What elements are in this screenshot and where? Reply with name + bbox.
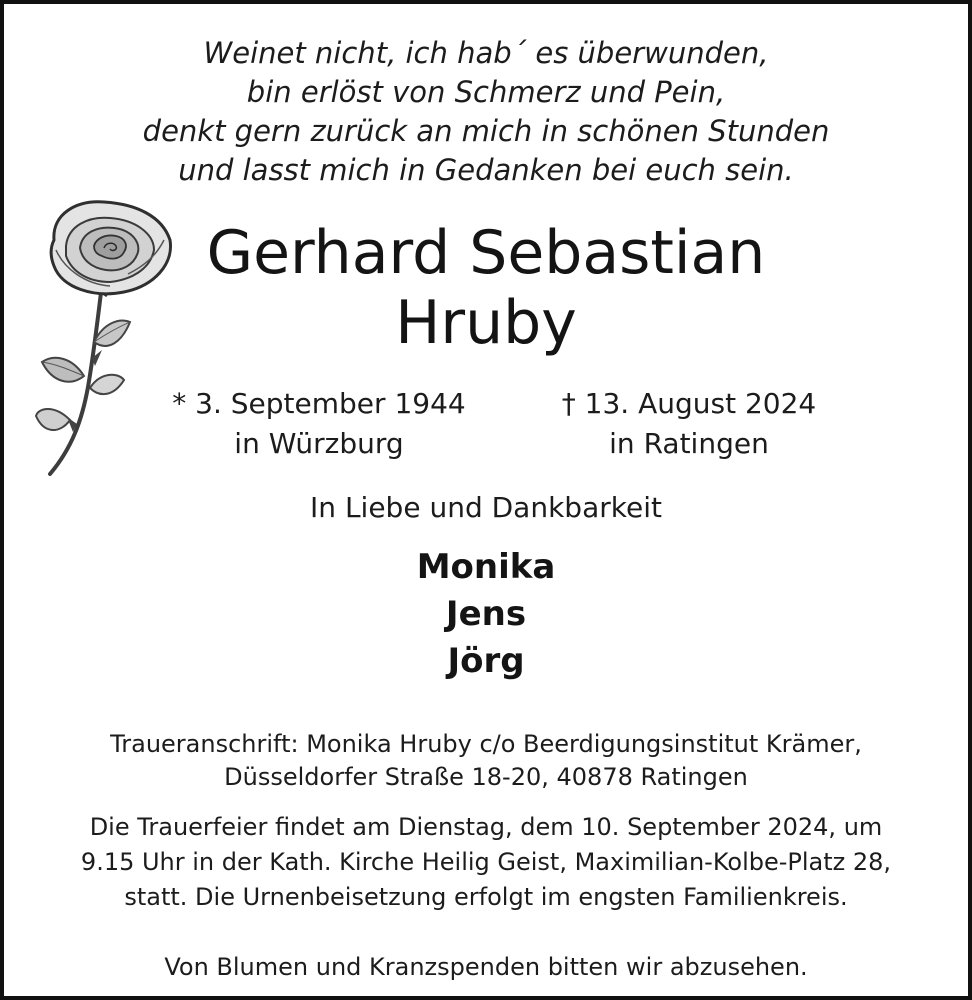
family-member: Jens bbox=[445, 594, 527, 634]
poem-line: bin erlöst von Schmerz und Pein, bbox=[246, 75, 726, 109]
ceremony-line: 9.15 Uhr in der Kath. Kirche Heilig Geist, Maximilian-Kolbe-Platz 28, bbox=[80, 848, 892, 876]
death-place: in Ratingen bbox=[609, 427, 769, 460]
death-info bbox=[524, 384, 854, 464]
poem-line: denkt gern zurück an mich in schönen Stunden bbox=[142, 114, 830, 148]
flower-request-note: Von Blumen und Kranzspenden bitten wir abzusehen. bbox=[164, 953, 808, 981]
mourning-address bbox=[4, 728, 968, 794]
family-list bbox=[4, 544, 968, 685]
deceased-surname: Hruby bbox=[395, 288, 577, 358]
closing-phrase: In Liebe und Dankbarkeit bbox=[310, 491, 662, 524]
birth-date: * 3. September 1944 bbox=[172, 387, 466, 420]
birth-place: in Würzburg bbox=[234, 427, 404, 460]
poem-line: Weinet nicht, ich hab´ es überwunden, bbox=[203, 36, 769, 70]
family-member: Jörg bbox=[447, 641, 525, 681]
memorial-poem bbox=[4, 34, 968, 190]
ceremony-details bbox=[4, 810, 968, 915]
deceased-first-names: Gerhard Sebastian bbox=[206, 218, 766, 288]
rose-leaf-icon bbox=[90, 375, 124, 394]
address-line: Traueranschrift: Monika Hruby c/o Beerdigungsinstitut Krämer, bbox=[110, 730, 862, 758]
ceremony-line: Die Trauerfeier findet am Dienstag, dem 10. September 2024, um bbox=[89, 813, 883, 841]
birth-info bbox=[154, 384, 484, 464]
poem-line: und lasst mich in Gedanken bei euch sein. bbox=[178, 153, 794, 187]
family-member: Monika bbox=[416, 547, 556, 587]
rose-leaf-icon bbox=[36, 409, 70, 430]
death-date: † 13. August 2024 bbox=[561, 387, 817, 420]
address-line: Düsseldorfer Straße 18-20, 40878 Ratingen bbox=[224, 763, 748, 791]
rose-leaf-icon bbox=[42, 358, 84, 382]
deceased-name bbox=[4, 218, 968, 358]
ceremony-line: statt. Die Urnenbeisetzung erfolgt im engsten Familienkreis. bbox=[124, 883, 848, 911]
